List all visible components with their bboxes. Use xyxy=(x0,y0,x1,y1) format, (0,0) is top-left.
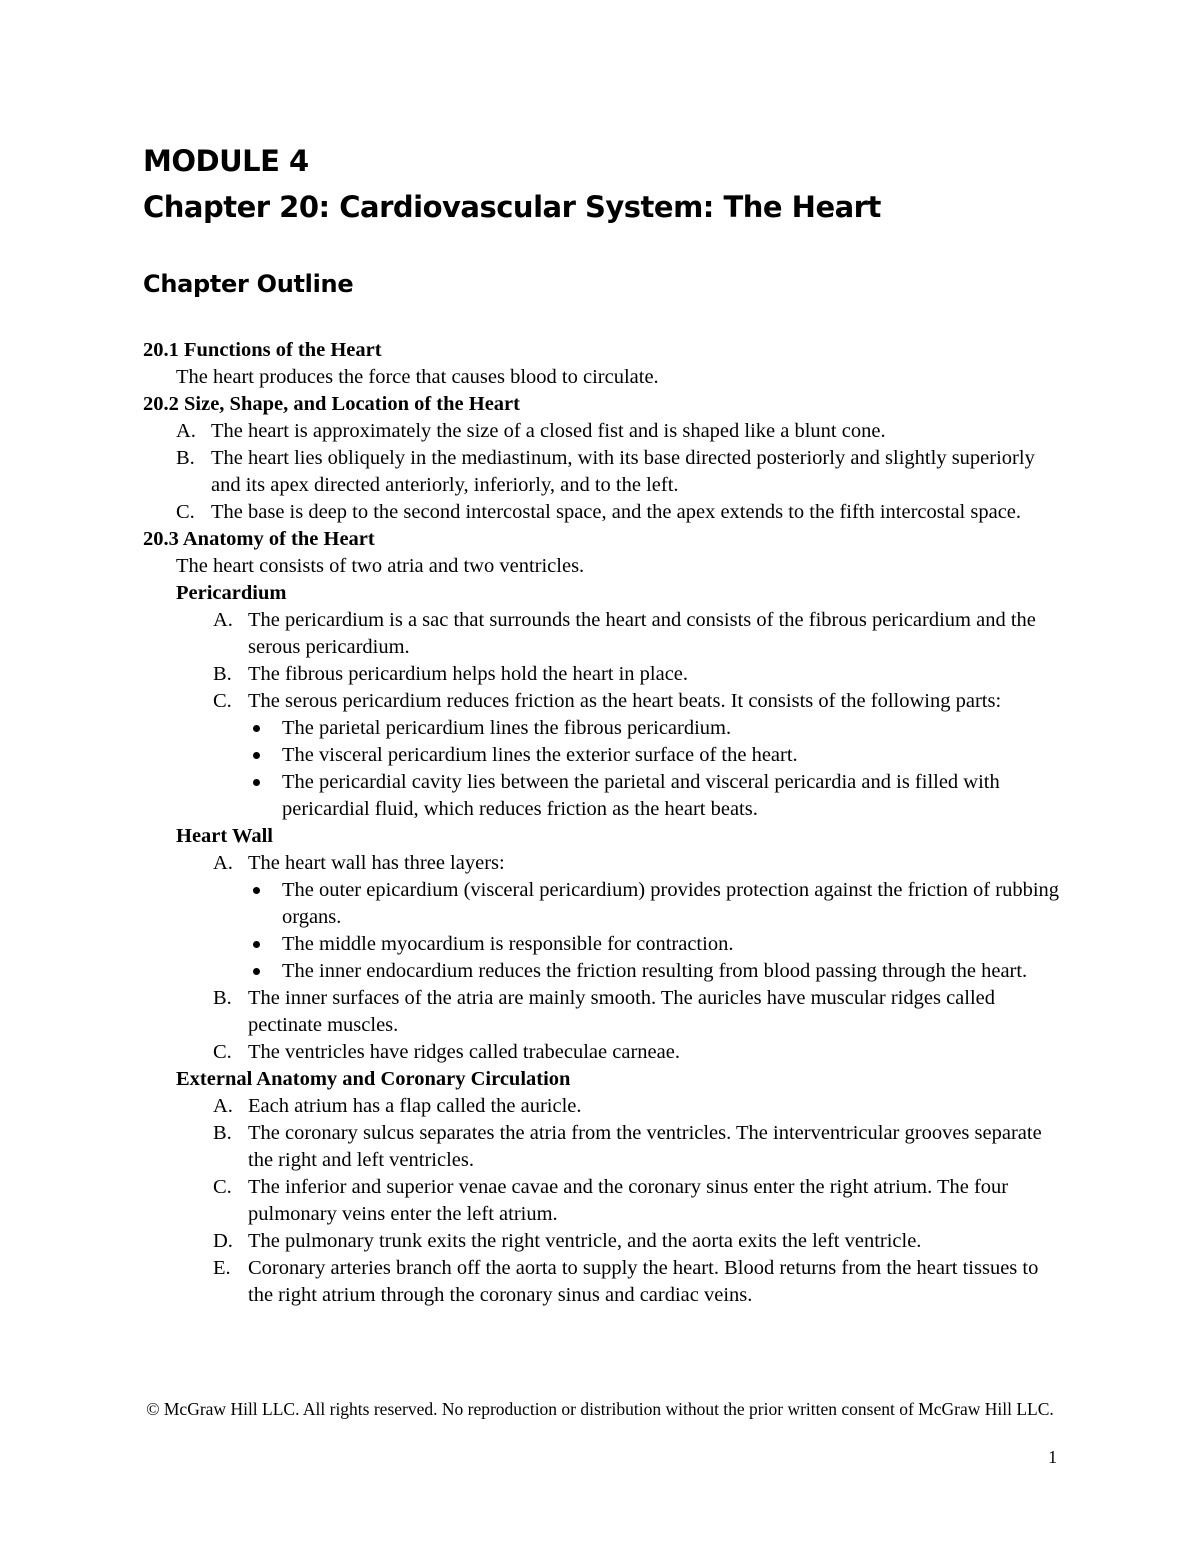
bullet-text: The middle myocardium is responsible for contraction. xyxy=(282,933,734,955)
item-marker: E. xyxy=(213,1257,231,1279)
item-text: Each atrium has a flap called the auricle. xyxy=(248,1095,582,1117)
bullet-text: The visceral pericardium lines the exterior surface of the heart. xyxy=(282,744,798,766)
item-marker: A. xyxy=(213,609,233,631)
item-marker: B. xyxy=(213,663,232,685)
outline-item xyxy=(143,850,1063,877)
bullet-item xyxy=(143,742,1063,769)
item-marker: C. xyxy=(176,501,195,523)
bullet-item xyxy=(143,715,1063,742)
bullet-item xyxy=(143,769,1063,823)
item-text: The fibrous pericardium helps hold the heart in place. xyxy=(248,663,689,685)
bullet-item xyxy=(143,877,1063,931)
outline-item xyxy=(143,688,1063,715)
outline-item xyxy=(143,1228,1063,1255)
item-marker: B. xyxy=(213,1122,232,1144)
item-text: The inner surfaces of the atria are mainly smooth. The auricles have muscular ridges called pectinate muscles. xyxy=(248,987,996,1036)
outline-item xyxy=(143,985,1063,1039)
item-marker: D. xyxy=(213,1230,233,1252)
subsection-title: Heart Wall xyxy=(176,825,273,847)
item-text: The serous pericardium reduces friction as the heart beats. It consists of the following parts: xyxy=(248,690,1002,712)
item-marker: B. xyxy=(176,447,195,469)
outline-item xyxy=(143,607,1063,661)
item-text: The base is deep to the second intercostal space, and the apex extends to the fifth intercostal space. xyxy=(211,501,1022,523)
bullet-dot-icon xyxy=(253,725,260,732)
section-title: 20.1 Functions of the Heart xyxy=(143,339,382,361)
chapter-title: Chapter 20: Cardiovascular System: The Heart xyxy=(143,190,881,224)
bullet-dot-icon xyxy=(253,887,260,894)
item-text: Coronary arteries branch off the aorta to supply the heart. Blood returns from the heart tissues to the right atrium through the coronary sinus and cardiac veins. xyxy=(248,1257,1039,1306)
outline-item xyxy=(143,1120,1063,1174)
bullet-text: The outer epicardium (visceral pericardium) provides protection against the friction of rubbing organs. xyxy=(282,879,1060,928)
item-text: The pulmonary trunk exits the right ventricle, and the aorta exits the left ventricle. xyxy=(248,1230,922,1252)
item-marker: A. xyxy=(213,852,233,874)
bullet-text: The parietal pericardium lines the fibrous pericardium. xyxy=(282,717,732,739)
chapter-outline xyxy=(143,337,1063,1309)
item-text: The pericardium is a sac that surrounds the heart and consists of the fibrous pericardium and the serous pericardium. xyxy=(248,609,1036,658)
module-heading: MODULE 4 xyxy=(143,144,309,178)
bullet-dot-icon xyxy=(253,941,260,948)
bullet-text: The inner endocardium reduces the friction resulting from blood passing through the heart. xyxy=(282,960,1028,982)
bullet-item xyxy=(143,931,1063,958)
outline-item xyxy=(143,418,1063,445)
item-text: The heart lies obliquely in the mediastinum, with its base directed posteriorly and slightly superiorly and its apex directed anteriorly, inferiorly, and to the left. xyxy=(211,447,1035,496)
bullet-dot-icon xyxy=(253,779,260,786)
item-marker: C. xyxy=(213,690,232,712)
section-title: 20.3 Anatomy of the Heart xyxy=(143,528,375,550)
subsection-title: External Anatomy and Coronary Circulation xyxy=(176,1068,571,1090)
item-marker: B. xyxy=(213,987,232,1009)
page-number: 1 xyxy=(1048,1447,1057,1467)
item-text: The heart wall has three layers: xyxy=(248,852,505,874)
copyright-footer: © McGraw Hill LLC. All rights reserved. No reproduction or distribution without the prior written consent of McGraw Hill LLC. xyxy=(146,1399,1054,1419)
outline-item xyxy=(143,1093,1063,1120)
bullet-item xyxy=(143,958,1063,985)
section-intro: The heart consists of two atria and two ventricles. xyxy=(176,555,585,577)
outline-item xyxy=(143,499,1063,526)
item-text: The heart is approximately the size of a closed fist and is shaped like a blunt cone. xyxy=(211,420,886,442)
bullet-dot-icon xyxy=(253,752,260,759)
outline-item xyxy=(143,445,1063,499)
item-marker: A. xyxy=(176,420,196,442)
item-marker: A. xyxy=(213,1095,233,1117)
outline-item xyxy=(143,1174,1063,1228)
item-text: The inferior and superior venae cavae and the coronary sinus enter the right atrium. The four pulmonary veins enter the left atrium. xyxy=(248,1176,1009,1225)
outline-heading: Chapter Outline xyxy=(143,270,354,298)
outline-item xyxy=(143,661,1063,688)
outline-item xyxy=(143,1255,1063,1309)
subsection-title: Pericardium xyxy=(176,582,287,604)
section-intro: The heart produces the force that causes blood to circulate. xyxy=(176,366,659,388)
item-text: The coronary sulcus separates the atria from the ventricles. The interventricular grooves separate the right and left ventricles. xyxy=(248,1122,1042,1171)
item-marker: C. xyxy=(213,1041,232,1063)
outline-item xyxy=(143,1039,1063,1066)
bullet-text: The pericardial cavity lies between the parietal and visceral pericardia and is filled with pericardial fluid, which reduces friction as the heart beats. xyxy=(282,771,1000,820)
item-marker: C. xyxy=(213,1176,232,1198)
bullet-dot-icon xyxy=(253,968,260,975)
section-title: 20.2 Size, Shape, and Location of the Heart xyxy=(143,393,520,415)
item-text: The ventricles have ridges called trabeculae carneae. xyxy=(248,1041,680,1063)
